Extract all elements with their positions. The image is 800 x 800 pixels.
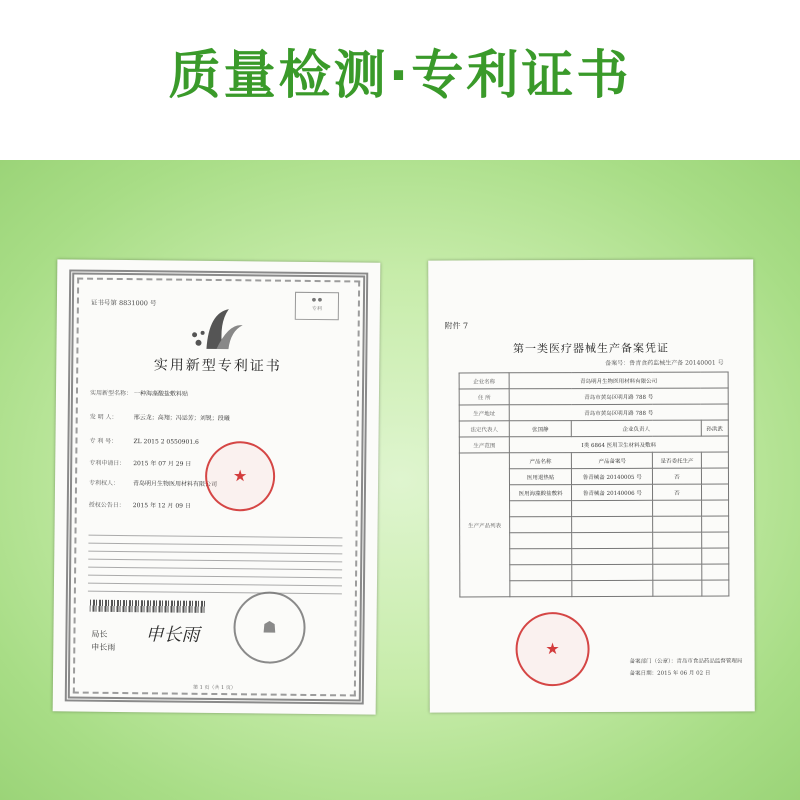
field-name (90, 388, 188, 398)
corner-seal-box: ● ● 专利 (295, 292, 339, 320)
gray-office-seal: ☗ (233, 591, 306, 664)
certificate-title: 实用新型专利证书 (153, 357, 282, 375)
field-label: 实用新型名称： (89, 389, 133, 398)
footer-date: 备案日期：2015 年 06 月 02 日 (629, 670, 711, 677)
field-label: 授权公告日： (88, 501, 125, 510)
row-value: 青岛明月生物医用材料有限公司 (509, 372, 728, 389)
patent-certificate (53, 259, 381, 714)
certificate-number: 证书号第 8831000 号 (90, 298, 157, 308)
scope-value: Ⅰ类 6864 医用卫生材料及敷料 (509, 436, 728, 453)
barcode (90, 600, 206, 613)
product-name: 医用退热贴 (509, 469, 571, 485)
field-value: 2015 年 12 月 09 日 (132, 502, 191, 510)
owner-label: 企业负责人 (571, 420, 701, 436)
owner-value: 孙洪武 (701, 420, 728, 436)
field-label: 发 明 人： (89, 413, 118, 421)
certificate-page-footer: 第 1 页（共 1 页） (192, 684, 236, 692)
products-header-consign: 是否委托生产 (653, 452, 701, 468)
product-name: 医用海藻酸盐敷料 (509, 485, 571, 501)
record-title: 第一类医疗器械生产备案凭证 (512, 341, 670, 356)
table-row (459, 388, 728, 405)
director-block (91, 628, 115, 654)
product-consign: 否 (653, 484, 701, 500)
table-row (459, 436, 728, 453)
record-table (459, 372, 730, 598)
legal-rep-value: 张国静 (509, 421, 571, 437)
red-official-seal: ★ (515, 612, 589, 686)
field-value: ZL 2015 2 0550901.6 (133, 438, 199, 446)
record-footer (630, 655, 743, 679)
field-inventor (90, 412, 230, 422)
table-row (459, 404, 728, 421)
product-number: 鲁青械备 20140006 号 (572, 484, 653, 500)
patent-office-emblem-icon (188, 303, 247, 356)
products-header-name: 产品名称 (509, 453, 571, 469)
annex-label: 附件 7 (444, 321, 469, 331)
product-number: 鲁青械备 20140005 号 (572, 468, 653, 484)
red-official-seal: ★ (205, 441, 276, 512)
row-label: 生产地址 (459, 405, 509, 421)
products-header-number: 产品备案号 (572, 452, 653, 468)
field-patentee (89, 478, 217, 488)
row-value: 青岛市黄岛区明月路 788 号 (509, 388, 728, 405)
row-label: 企业名称 (459, 373, 509, 389)
field-grant-date (89, 500, 191, 510)
field-value: 一种海藻酸盐敷料贴 (133, 390, 189, 398)
field-value: 青岛明月生物医用材料有限公司 (132, 480, 218, 489)
product-consign: 否 (653, 468, 701, 484)
table-row (459, 420, 728, 437)
page-title: 质量检测·专利证书 (168, 46, 632, 106)
field-patent-number (89, 436, 199, 446)
director-label: 局长 (91, 629, 108, 639)
medical-device-record-certificate (428, 259, 755, 712)
legal-rep-label: 法定代表人 (459, 421, 509, 437)
field-value: 2015 年 07 月 29 日 (133, 460, 192, 468)
products-label: 生产产品列表 (459, 453, 510, 597)
director-name: 申长雨 (91, 642, 116, 652)
field-filing-date (89, 458, 191, 468)
field-label: 专利权人： (88, 479, 120, 487)
table-row (459, 452, 728, 469)
field-value: 邢云龙；高翔；冯运芳；刘锐；段曦 (133, 414, 230, 423)
certificate-body-text (88, 528, 343, 602)
record-number: 备案号：鲁青食药监械生产备 20140001 号 (605, 359, 724, 367)
row-value: 青岛市黄岛区明月路 788 号 (509, 404, 728, 421)
row-label: 住 所 (459, 389, 509, 405)
field-label: 专 利 号： (89, 437, 118, 445)
field-label: 专利申请日： (89, 459, 126, 468)
director-signature: 申长雨 (145, 624, 200, 646)
table-row (459, 372, 728, 389)
footer-department: 备案部门（公章）：青岛市食品药品监督管理局 (629, 658, 743, 665)
scope-label: 生产范围 (459, 437, 509, 453)
